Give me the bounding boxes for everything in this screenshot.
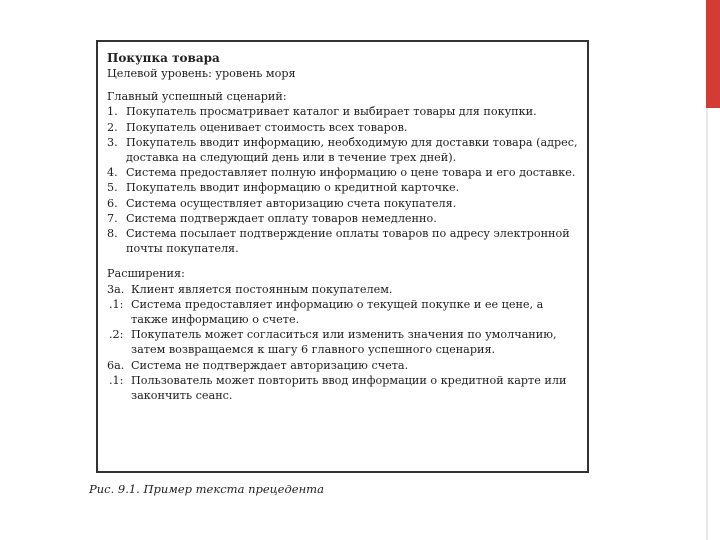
extension-text: Система не подтверждает авторизацию счета. bbox=[131, 358, 409, 372]
extension-number: .2: bbox=[109, 328, 124, 342]
main-scenario-steps bbox=[107, 104, 579, 256]
extension-text: Система предоставляет информацию о текущей покупке и ее цене, а также информацию о счете. bbox=[131, 297, 544, 327]
extension-text: Пользователь может повторить ввод информации о кредитной карте или закончить сеанс. bbox=[131, 373, 567, 403]
accent-divider bbox=[706, 108, 708, 540]
step-text: Система посылает подтверждение оплаты товаров по адресу электронной почты покупателя. bbox=[126, 227, 570, 256]
step-number: 2. bbox=[107, 120, 118, 134]
main-scenario-heading: Главный успешный сценарий: bbox=[107, 90, 287, 104]
step-text: Покупатель вводит информацию, необходимую для доставки товара (адрес, доставка на следующий день или в течение трех дней). bbox=[126, 135, 578, 165]
goal-level: Целевой уровень: уровень моря bbox=[107, 67, 296, 80]
step-number: 3. bbox=[107, 135, 118, 149]
extension-item bbox=[107, 358, 579, 373]
step-number: 7. bbox=[107, 211, 118, 225]
extension-number: 6а. bbox=[107, 358, 125, 372]
extension-item bbox=[107, 282, 579, 297]
extension-substep bbox=[107, 373, 579, 403]
scenario-step bbox=[107, 165, 579, 180]
extensions-heading: Расширения: bbox=[107, 267, 185, 281]
scenario-step bbox=[107, 135, 579, 165]
scenario-step bbox=[107, 196, 579, 211]
scenario-step bbox=[107, 104, 579, 119]
extension-number: .1: bbox=[109, 297, 124, 311]
step-number: 8. bbox=[107, 227, 118, 241]
figure-caption: Рис. 9.1. Пример текста прецедента bbox=[89, 482, 324, 496]
step-text: Покупатель оценивает стоимость всех товаров. bbox=[126, 120, 408, 134]
extension-substep bbox=[107, 297, 579, 327]
step-text: Покупатель вводит информацию о кредитной карточке. bbox=[126, 181, 460, 195]
step-text: Система предоставляет полную информацию о цене товара и его доставке. bbox=[126, 166, 576, 180]
extension-substep bbox=[107, 327, 579, 357]
step-text: Система подтверждает оплату товаров немедленно. bbox=[126, 211, 437, 225]
scenario-step bbox=[107, 120, 579, 135]
extensions-list bbox=[107, 282, 579, 404]
use-case-box bbox=[96, 40, 589, 473]
scenario-step bbox=[107, 211, 579, 226]
extension-number: 3а. bbox=[107, 282, 125, 296]
step-number: 4. bbox=[107, 166, 118, 180]
use-case-title: Покупка товара bbox=[107, 51, 220, 65]
extension-text: Покупатель может согласиться или изменить значения по умолчанию, затем возвращаемся к шагу 6 главного успешного сценария. bbox=[131, 328, 557, 357]
accent-bar bbox=[706, 0, 720, 108]
scenario-step bbox=[107, 180, 579, 195]
step-number: 5. bbox=[107, 181, 118, 195]
step-number: 6. bbox=[107, 196, 118, 210]
extension-number: .1: bbox=[109, 373, 124, 387]
step-text: Система осуществляет авторизацию счета покупателя. bbox=[126, 196, 457, 210]
scenario-step bbox=[107, 226, 579, 256]
step-text: Покупатель просматривает каталог и выбирает товары для покупки. bbox=[126, 105, 537, 119]
extension-text: Клиент является постоянным покупателем. bbox=[131, 282, 393, 296]
step-number: 1. bbox=[107, 105, 118, 119]
